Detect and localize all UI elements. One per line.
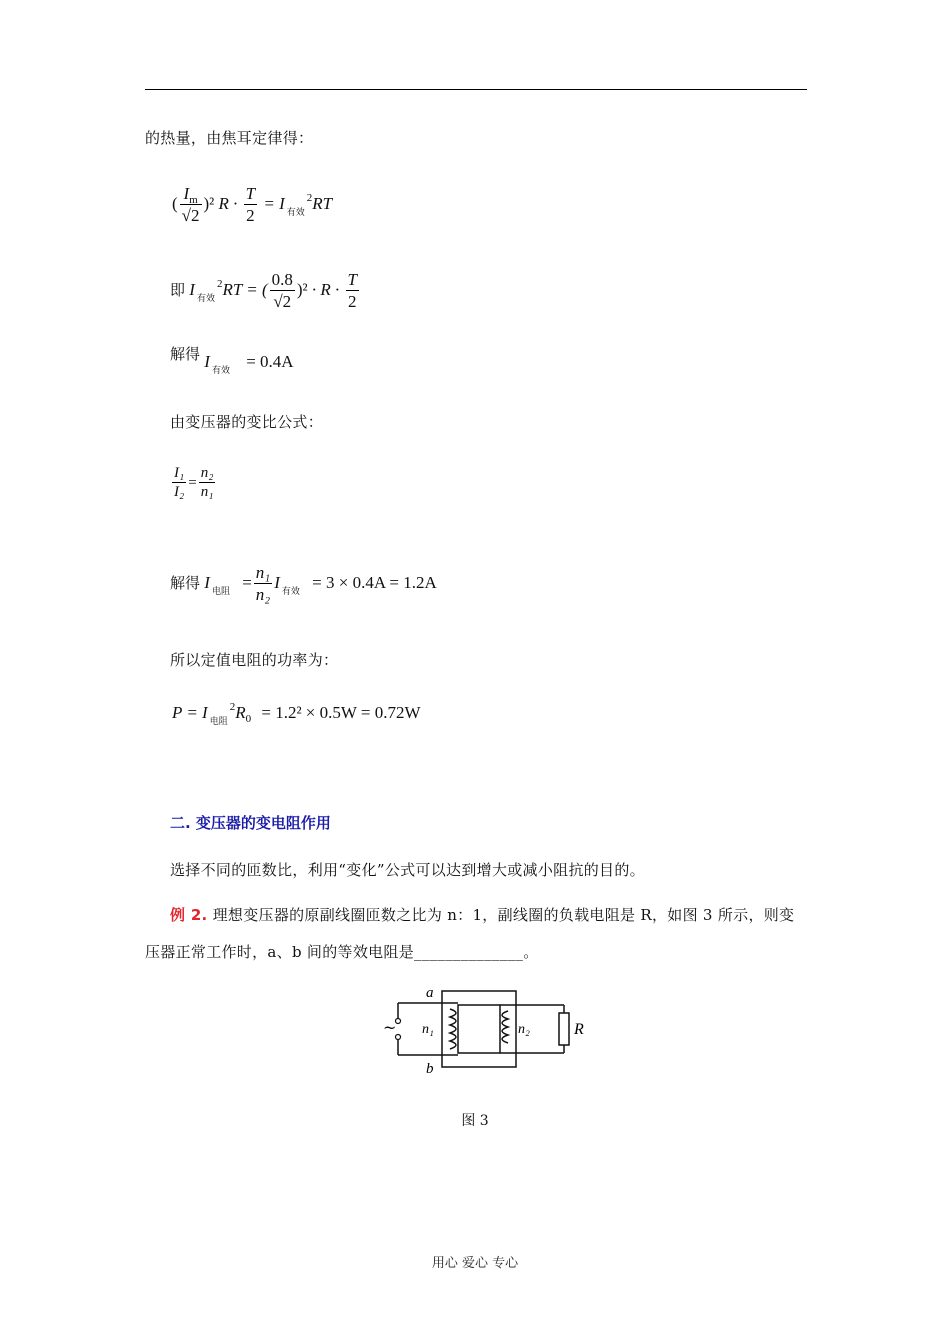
ac-source-icon: ~ xyxy=(383,1018,397,1037)
n2-label: n₂ xyxy=(518,1022,530,1037)
equation-joule: ( $\frac{I_m}{√2}$ )² R · $\frac{T}{2}$ = I $_{有效}^2$RT xyxy=(172,184,333,225)
fraction-im-sqrt2: $\frac{I_m}{√2}$ xyxy=(181,184,200,225)
secondary-coil xyxy=(502,1011,508,1043)
primary-coil xyxy=(450,1009,456,1049)
section-heading: 二. 变压器的变电阻作用 xyxy=(170,814,331,832)
section-text: 选择不同的匝数比，利用“变化”公式可以达到增大或减小阻抗的目的。 xyxy=(170,861,645,879)
power-intro: 所以定值电阻的功率为： xyxy=(170,651,339,669)
equation-power: P = I $_{电阻}^2R_0 = 1.2^2 \times 0.5W = 0.72W$ xyxy=(172,701,421,727)
example-line1: 例 2. 理想变压器的原副线圈匝数之比为 n：1，副线圈的负载电阻是 R，如图 3 所示，则变 xyxy=(170,906,795,924)
equation-turns-ratio: $\frac{\text{I₁}}{\text{I₂}}$ = $\frac{\text{n₂}}{\text{n₁}}$ xyxy=(174,465,214,501)
example-line2: 压器正常工作时，a、b 间的等效电阻是______________。 xyxy=(145,943,539,961)
load-resistor xyxy=(559,1013,569,1045)
transformer-core-window xyxy=(458,1005,500,1053)
intro-text: 的热量，由焦耳定律得： xyxy=(145,129,314,147)
example-label: 例 2. xyxy=(170,906,208,924)
fraction-t-2b: $\frac{T}{2}$ xyxy=(347,270,357,311)
terminal-a-label: a xyxy=(426,985,434,1001)
r-label: R xyxy=(574,1021,584,1038)
fraction-08-sqrt2: $\frac{0.8}{√2}$ xyxy=(271,270,293,311)
terminal-b-label: b xyxy=(426,1061,434,1075)
equation-result-iresistor: 解得 I $_{电阻}$ = $\frac{\text{n₁}}{\text{n₂}}$ I $_{有效}$ = 3 × 0.4A = 1.2A xyxy=(170,563,437,604)
page-footer: 用心 爱心 专心 xyxy=(431,1256,519,1271)
fraction-t-2: $\frac{T}{2}$ xyxy=(245,184,256,225)
figure-caption: 图 3 xyxy=(461,1113,489,1129)
equation-effective: 即 I $_{有效}^2$RT = ( $\frac{0.8}{√2}$ )² · R · $\frac{T}{2}$ xyxy=(170,270,357,311)
transformer-intro: 由变压器的变比公式： xyxy=(170,413,324,431)
transformer-circuit-diagram xyxy=(378,983,618,1075)
equation-result-ieff: 解得 I $_{有效}$ = 0.4A xyxy=(170,345,294,376)
n1-label: n₁ xyxy=(422,1022,434,1037)
header-rule xyxy=(145,89,807,90)
